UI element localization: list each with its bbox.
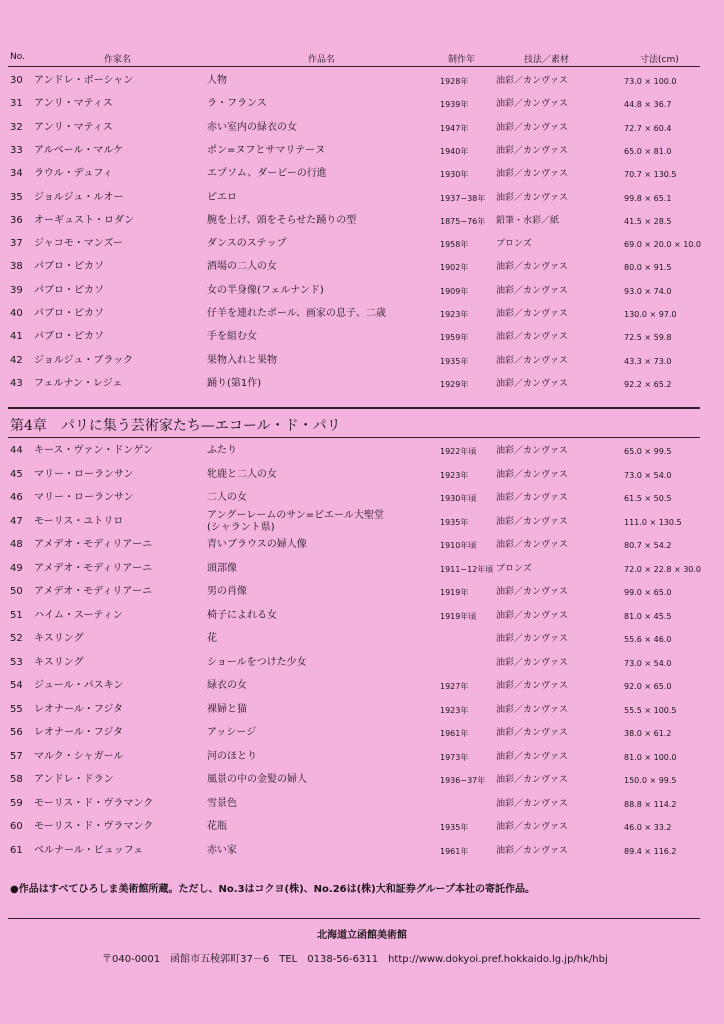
table-row [0, 534, 724, 556]
row-number: 57 [10, 750, 23, 762]
header-title: 作品名 [308, 55, 336, 65]
dimensions: 88.8 × 114.2 [624, 799, 677, 809]
dimensions: 99.8 × 65.1 [624, 193, 672, 203]
technique-material: 鉛筆・水彩／紙 [496, 215, 560, 226]
row-number: 51 [10, 609, 23, 621]
dimensions: 73.0 × 54.0 [624, 470, 672, 480]
technique-material: 油彩／カンヴァス [496, 309, 568, 319]
artist-name: パブロ・ピカソ [34, 284, 104, 296]
museum-address: 〒040-0001 函館市五稜郭町37－6 TEL 0138-56-6311 http://www.dokyoi.pref.hokkaido.lg.jp/hk/hbj [102, 954, 608, 965]
dimensions: 73.0 × 100.0 [624, 77, 677, 86]
artwork-title: 裸婦と猫 [207, 703, 247, 715]
table-row [0, 464, 724, 486]
table-row [0, 256, 724, 278]
production-year: 1909年 [440, 286, 469, 296]
table-row [0, 628, 724, 650]
header-artist: 作家名 [104, 55, 132, 65]
row-number: 44 [10, 445, 23, 456]
dimensions: 38.0 × 61.2 [624, 729, 672, 738]
artwork-title: ふたり [207, 445, 237, 456]
row-number: 45 [10, 468, 23, 480]
technique-material: 油彩／カンヴァス [496, 634, 568, 644]
technique-material: 油彩／カンヴァス [496, 540, 568, 550]
ownership-note: ●作品はすべてひろしま美術館所蔵。ただし、No.3はコクヨ(株)、No.26は(株)大和証券グループ本社の寄託作品。 [10, 884, 535, 895]
artist-name: モーリス・ユトリロ [34, 515, 124, 527]
row-number: 54 [10, 680, 23, 691]
artwork-title: 果物入れと果物 [207, 354, 277, 366]
row-number: 46 [10, 492, 23, 503]
header-medium: 技法／素材 [524, 55, 570, 65]
technique-material: 油彩／カンヴァス [496, 728, 568, 738]
row-number: 36 [10, 214, 23, 226]
technique-material: 油彩／カンヴァス [496, 378, 568, 389]
artwork-title: 人物 [207, 75, 227, 86]
artist-name: モーリス・ド・ヴラマンク [34, 821, 154, 832]
artist-name: レオナール・フジタ [34, 727, 123, 738]
production-year: 1930年頃 [440, 494, 477, 503]
production-year: 1923年 [440, 470, 469, 480]
production-year: 1947年 [440, 123, 469, 133]
table-row [0, 326, 724, 348]
production-year: 1959年 [440, 333, 469, 343]
dimensions: 43.3 × 73.0 [624, 356, 672, 366]
table-row [0, 840, 724, 862]
artist-name: アメデオ・モディリアーニ [34, 562, 153, 574]
artwork-title: 手を組む女 [207, 331, 257, 343]
dimensions: 99.0 × 65.0 [624, 588, 672, 597]
dimensions: 46.0 × 33.2 [624, 823, 672, 832]
dimensions: 72.7 × 60.4 [624, 123, 672, 133]
table-row [0, 70, 724, 92]
artist-name: フェルナン・レジェ [34, 377, 123, 389]
dimensions: 72.5 × 59.8 [624, 333, 672, 343]
artist-name: アンリ・マティス [34, 121, 113, 133]
artwork-title: 腕を上げ、頭をそらせた踊りの型 [207, 214, 357, 226]
row-number: 59 [10, 797, 23, 809]
production-year: 1973年 [440, 752, 469, 762]
dimensions: 80.7 × 54.2 [624, 541, 672, 550]
artist-name: マルク・シャガール [34, 750, 124, 762]
row-number: 58 [10, 774, 23, 785]
artist-name: ハイム・スーティン [34, 609, 123, 621]
dimensions: 92.2 × 65.2 [624, 379, 672, 389]
footer-rule [8, 918, 700, 919]
row-number: 31 [10, 98, 23, 110]
production-year: 1922年頃 [440, 447, 477, 456]
dimensions: 72.0 × 22.8 × 30.0 [624, 564, 702, 574]
row-number: 35 [10, 191, 23, 203]
artist-name: ジョルジュ・ブラック [34, 354, 134, 366]
technique-material: 油彩／カンヴァス [496, 262, 568, 273]
production-year: 1940年 [440, 146, 469, 156]
table-row [0, 280, 724, 302]
artist-name: アメデオ・モディリアーニ [34, 539, 153, 550]
artwork-title: アッシージ [207, 727, 257, 738]
artist-name: アンリ・マティス [34, 98, 113, 110]
row-number: 37 [10, 238, 23, 250]
table-row [0, 187, 724, 209]
artwork-title: 仔羊を連れたポール、画家の息子、二歳 [207, 308, 386, 319]
row-number: 55 [10, 703, 23, 715]
artwork-title: 牝鹿と二人の女 [207, 468, 277, 480]
artwork-title: 酒場の二人の女 [207, 261, 277, 273]
artist-name: モーリス・ド・ヴラマンク [34, 797, 154, 809]
table-row [0, 769, 724, 791]
production-year: 1919年 [440, 588, 469, 597]
artist-name: マリー・ローランサン [34, 492, 134, 503]
production-year: 1935年 [440, 517, 469, 527]
table-row [0, 210, 724, 232]
table-row [0, 558, 724, 580]
dimensions: 89.4 × 116.2 [624, 846, 677, 856]
row-number: 43 [10, 377, 23, 389]
production-year: 1961年 [440, 729, 469, 738]
technique-material: 油彩／カンヴァス [496, 516, 568, 527]
technique-material: 油彩／カンヴァス [496, 845, 568, 856]
technique-material: 油彩／カンヴァス [496, 122, 568, 133]
artist-name: オーギュスト・ロダン [34, 214, 135, 226]
dimensions: 70.7 × 130.5 [624, 170, 677, 180]
technique-material: 油彩／カンヴァス [496, 798, 568, 809]
museum-name: 北海道立函館美術館 [317, 930, 407, 941]
production-year: 1935年 [440, 356, 469, 366]
technique-material: 油彩／カンヴァス [496, 587, 568, 597]
artist-name: パブロ・ピカソ [34, 308, 104, 319]
technique-material: 油彩／カンヴァス [496, 610, 568, 621]
artist-name: キース・ヴァン・ドンゲン [34, 445, 153, 456]
technique-material: 油彩／カンヴァス [496, 332, 568, 343]
technique-material: 油彩／カンヴァス [496, 192, 568, 203]
artist-name: ジョルジュ・ルオー [34, 191, 124, 203]
technique-material: 油彩／カンヴァス [496, 657, 568, 668]
technique-material: 油彩／カンヴァス [496, 285, 568, 296]
chapter-rule [8, 407, 700, 409]
artwork-title: エプソム、ダービーの行進 [207, 168, 327, 180]
header-year: 制作年 [448, 55, 476, 65]
technique-material: 油彩／カンヴァス [496, 355, 568, 366]
header-rule [8, 66, 700, 67]
artist-name: ラウル・デュフィ [34, 168, 113, 180]
artist-name: パブロ・ピカソ [34, 331, 104, 343]
production-year: 1919年頃 [440, 611, 477, 621]
table-row [0, 652, 724, 674]
technique-material: 油彩／カンヴァス [496, 446, 568, 456]
row-number: 39 [10, 284, 23, 296]
artwork-title: 二人の女 [207, 492, 247, 503]
artwork-title: 花瓶 [207, 821, 227, 832]
row-number: 32 [10, 121, 23, 133]
row-number: 53 [10, 656, 23, 668]
chapter-underline [8, 437, 700, 438]
header-no: No. [10, 52, 25, 62]
row-number: 61 [10, 844, 23, 856]
row-number: 34 [10, 168, 23, 180]
technique-material: 油彩／カンヴァス [496, 822, 568, 832]
table-row [0, 350, 724, 372]
dimensions: 55.5 × 100.5 [624, 705, 677, 715]
row-number: 49 [10, 562, 23, 574]
table-row [0, 487, 724, 509]
technique-material: ブロンズ [496, 563, 532, 574]
dimensions: 93.0 × 74.0 [624, 286, 672, 296]
table-row [0, 816, 724, 838]
production-year: 1939年 [440, 100, 469, 110]
production-year: 1923年 [440, 310, 469, 319]
table-row [0, 163, 724, 185]
table-row [0, 746, 724, 768]
production-year: 1923年 [440, 705, 469, 715]
technique-material: 油彩／カンヴァス [496, 751, 568, 762]
table-row [0, 140, 724, 162]
artwork-title: 赤い室内の緑衣の女 [207, 121, 297, 133]
technique-material: 油彩／カンヴァス [496, 469, 568, 480]
dimensions: 69.0 × 20.0 × 10.0 [624, 240, 702, 250]
dimensions: 65.0 × 81.0 [624, 146, 672, 156]
row-number: 40 [10, 308, 23, 319]
row-number: 38 [10, 261, 23, 273]
artist-name: ジャコモ・マンズー [34, 238, 123, 250]
artwork-title: ダンスのステップ [207, 238, 287, 250]
dimensions: 130.0 × 97.0 [624, 310, 677, 319]
production-year: 1910年頃 [440, 541, 477, 550]
artwork-title: 椅子によれる女 [207, 609, 277, 621]
artwork-title: アングーレームのサン=ピエール大聖堂 (シャラント県) [207, 509, 384, 533]
production-year: 1875−76年 [440, 216, 486, 226]
header-size: 寸法(cm) [640, 55, 679, 65]
table-row [0, 373, 724, 395]
production-year: 1928年 [440, 77, 469, 86]
artist-name: レオナール・フジタ [34, 703, 123, 715]
production-year: 1930年 [440, 170, 469, 180]
table-row [0, 675, 724, 697]
dimensions: 44.8 × 36.7 [624, 100, 672, 110]
dimensions: 111.0 × 130.5 [624, 517, 682, 527]
row-number: 47 [10, 515, 23, 527]
technique-material: 油彩／カンヴァス [496, 99, 568, 110]
production-year: 1937−38年 [440, 193, 486, 203]
production-year: 1927年 [440, 682, 469, 691]
row-number: 56 [10, 727, 23, 738]
artwork-title: ポン=ヌフとサマリテーヌ [207, 144, 326, 156]
row-number: 42 [10, 354, 23, 366]
table-row [0, 581, 724, 603]
table-row [0, 605, 724, 627]
production-year: 1929年 [440, 379, 469, 389]
table-row [0, 93, 724, 115]
row-number: 41 [10, 331, 23, 343]
row-number: 60 [10, 821, 23, 832]
dimensions: 41.5 × 28.5 [624, 216, 672, 226]
dimensions: 61.5 × 50.5 [624, 494, 672, 503]
artwork-title: 河のほとり [207, 750, 257, 762]
table-row [0, 303, 724, 325]
technique-material: 油彩／カンヴァス [496, 145, 568, 156]
artwork-title: 男の肖像 [207, 586, 247, 597]
dimensions: 81.0 × 45.5 [624, 611, 672, 621]
table-row [0, 117, 724, 139]
technique-material: ブロンズ [496, 239, 532, 250]
dimensions: 80.0 × 91.5 [624, 263, 672, 273]
production-year: 1936−37年 [440, 776, 486, 785]
artwork-title: 頭部像 [207, 562, 237, 574]
table-row [0, 793, 724, 815]
row-number: 30 [10, 75, 23, 86]
dimensions: 73.0 × 54.0 [624, 658, 672, 668]
table-row [0, 440, 724, 462]
dimensions: 81.0 × 100.0 [624, 752, 677, 762]
artist-name: アルベール・マルケ [34, 144, 124, 156]
dimensions: 92.0 × 65.0 [624, 682, 672, 691]
technique-material: 油彩／カンヴァス [496, 681, 568, 691]
table-row [0, 511, 724, 533]
artwork-title: 風景の中の金髪の婦人 [207, 774, 307, 785]
production-year: 1961年 [440, 846, 469, 856]
technique-material: 油彩／カンヴァス [496, 704, 568, 715]
row-number: 48 [10, 539, 23, 550]
dimensions: 65.0 × 99.5 [624, 447, 672, 456]
technique-material: 油彩／カンヴァス [496, 493, 568, 503]
artist-name: ジュール・パスキン [34, 680, 124, 691]
production-year: 1911−12年頃 [440, 564, 494, 574]
artist-name: キスリング [34, 633, 84, 644]
technique-material: 油彩／カンヴァス [496, 76, 568, 86]
chapter-heading: 第4章 パリに集う芸術家たち—エコール・ド・パリ [10, 418, 341, 434]
table-row [0, 233, 724, 255]
artwork-title: 女の半身像(フェルナンド) [207, 284, 324, 296]
production-year: 1935年 [440, 823, 469, 832]
artist-name: アンドレ・ドラン [34, 774, 114, 785]
artwork-title: 雪景色 [207, 797, 237, 809]
dimensions: 150.0 × 99.5 [624, 776, 677, 785]
table-row [0, 722, 724, 744]
artwork-title: ピエロ [207, 191, 237, 203]
dimensions: 55.6 × 46.0 [624, 635, 672, 644]
artwork-title: 踊り(第1作) [207, 377, 262, 389]
artwork-title: 赤い家 [207, 844, 237, 856]
artist-name: キスリング [34, 656, 84, 668]
row-number: 33 [10, 144, 23, 156]
artwork-title: ショールをつけた少女 [207, 656, 307, 668]
technique-material: 油彩／カンヴァス [496, 169, 568, 180]
artwork-title: 緑衣の女 [207, 680, 247, 691]
production-year: 1902年 [440, 263, 469, 273]
artist-name: アメデオ・モディリアーニ [34, 586, 153, 597]
artist-name: パブロ・ピカソ [34, 261, 104, 273]
row-number: 52 [10, 633, 23, 644]
table-row [0, 699, 724, 721]
artwork-title: 花 [207, 633, 217, 644]
artist-name: ベルナール・ビュッフェ [34, 844, 144, 856]
artist-name: アンドレ・ボーシャン [34, 75, 134, 86]
artist-name: マリー・ローランサン [34, 468, 134, 480]
production-year: 1958年 [440, 240, 469, 250]
row-number: 50 [10, 586, 23, 597]
technique-material: 油彩／カンヴァス [496, 775, 568, 785]
artwork-title: ラ・フランス [207, 98, 267, 110]
artwork-title: 青いブラウスの婦人像 [207, 539, 307, 550]
